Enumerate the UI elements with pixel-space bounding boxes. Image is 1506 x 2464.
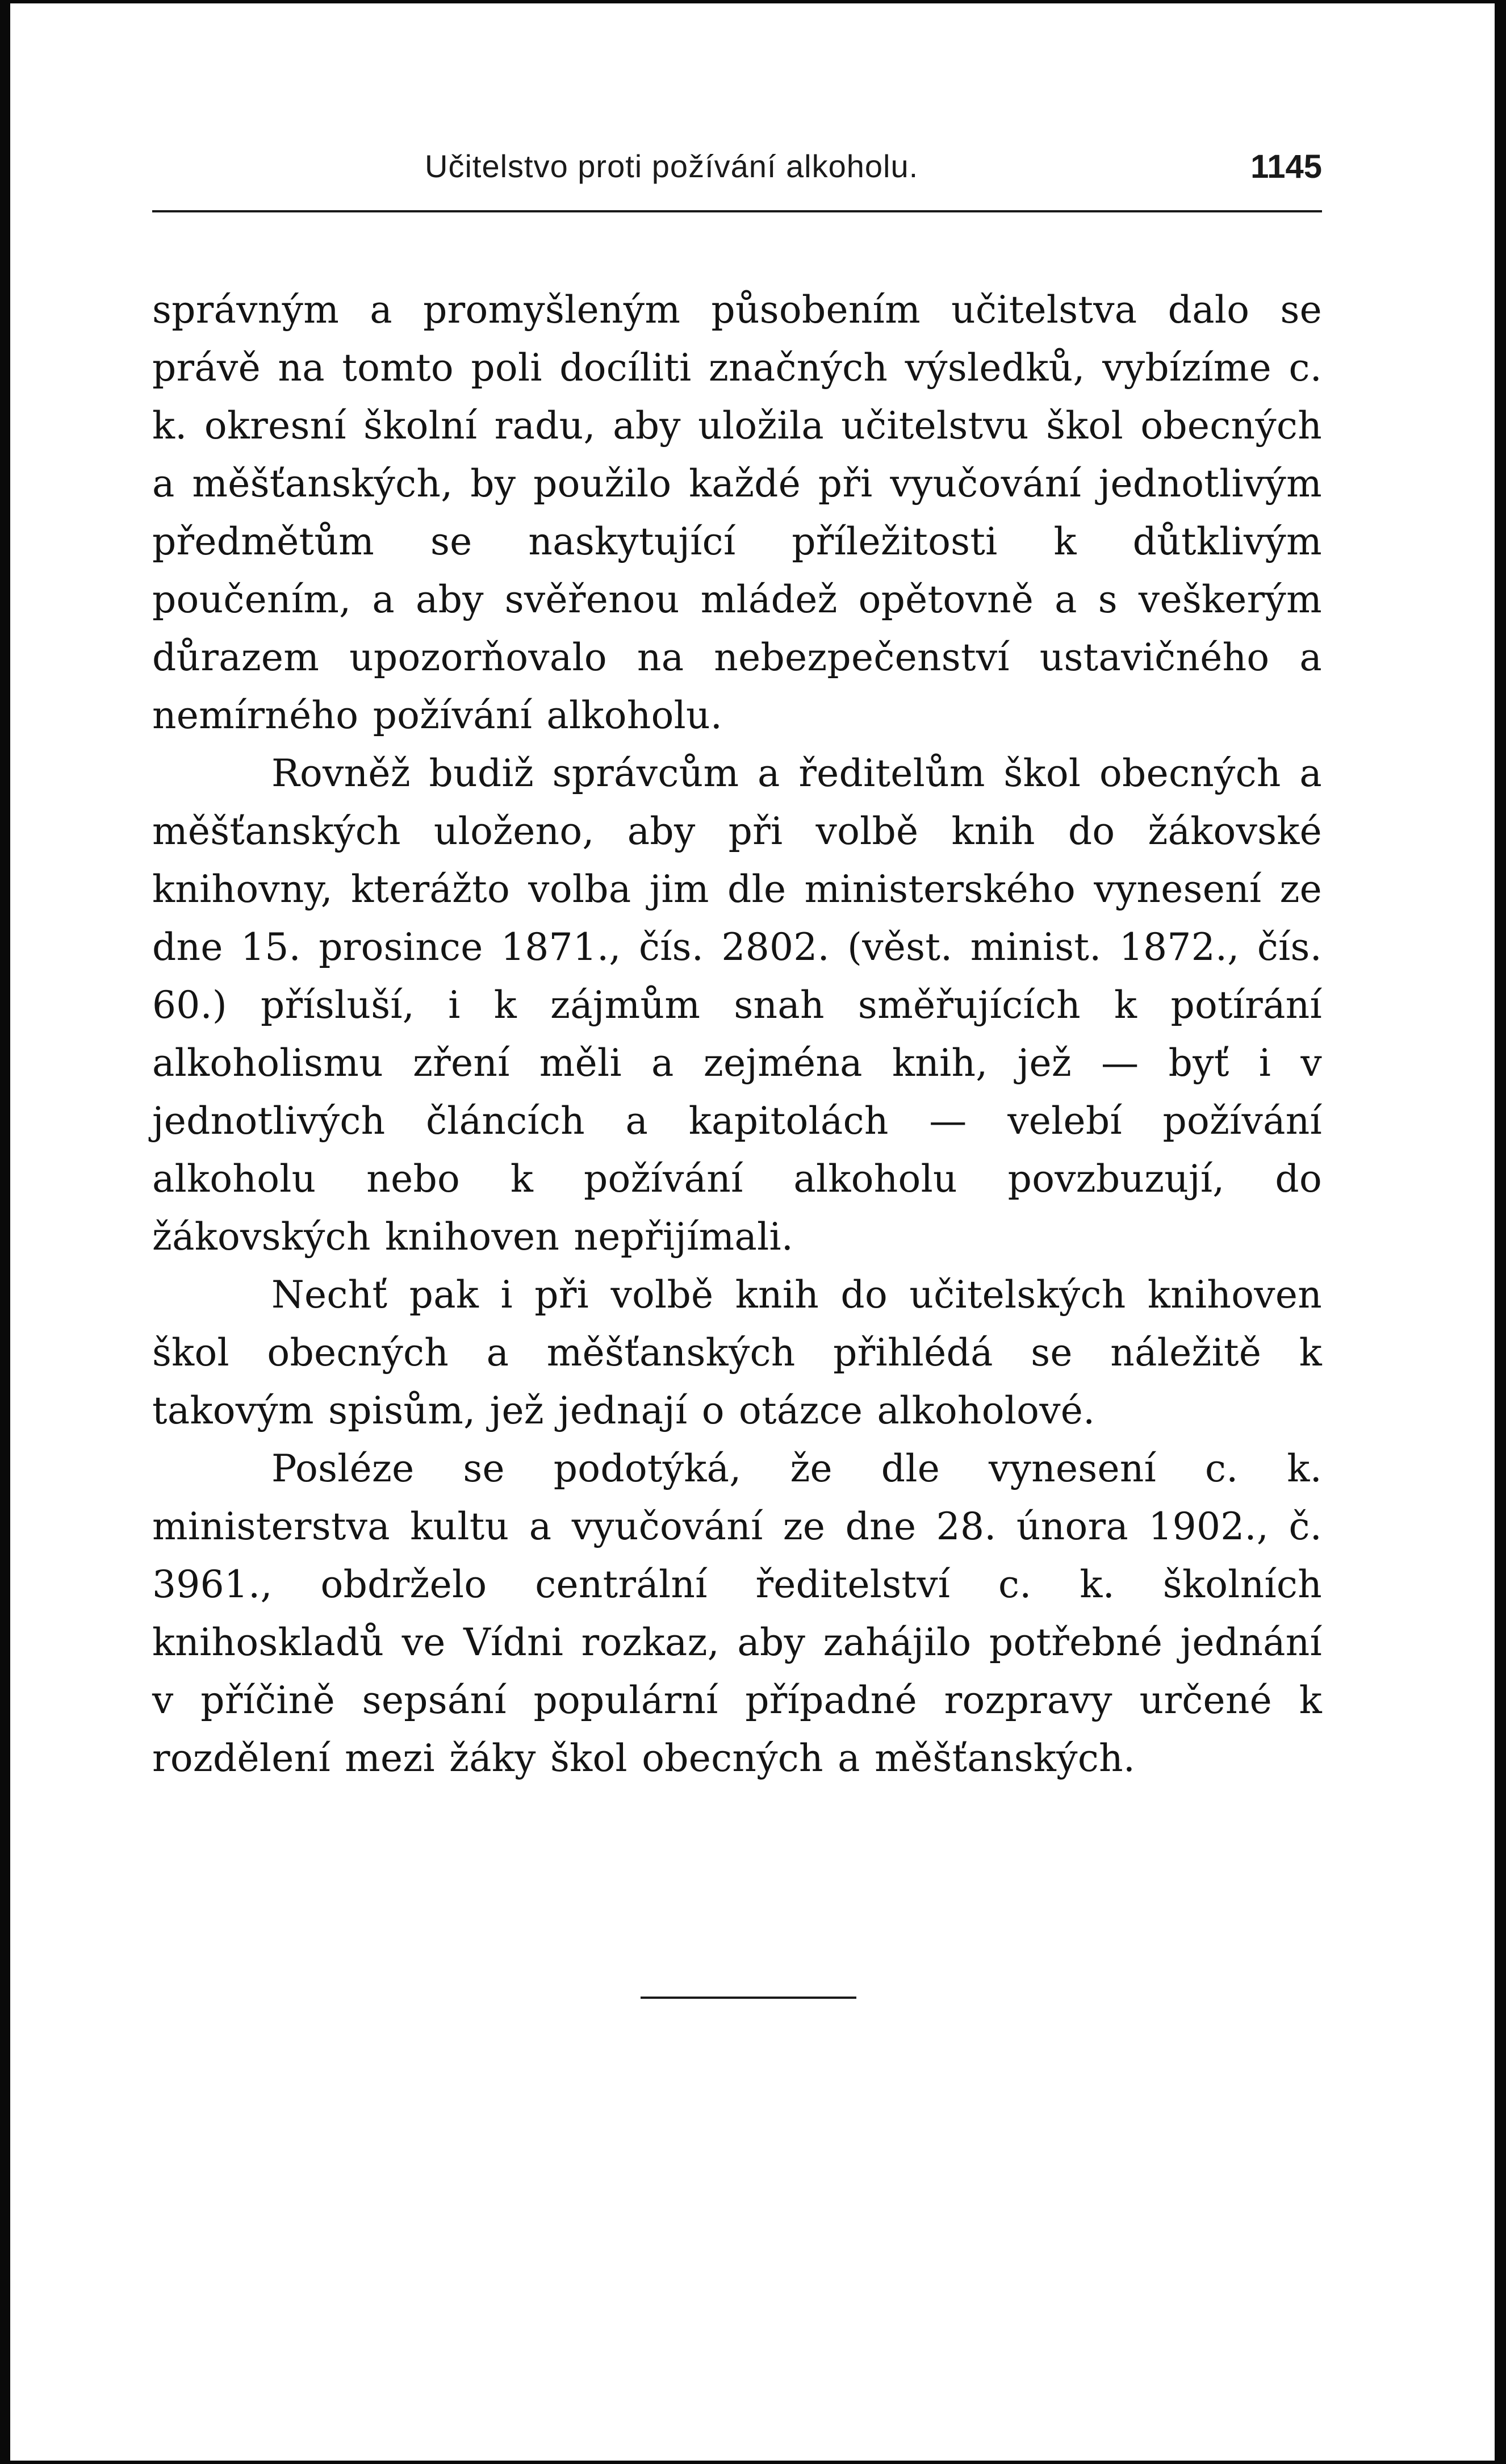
running-title: Učitelstvo proti požívání alkoholu. xyxy=(425,148,919,184)
body-text xyxy=(152,281,1322,1788)
paragraph-school-libraries: Rovněž budiž správcům a ředitelům škol obecných a měšťanských uloženo, aby při volbě knih do žákovské knihovny, kterážto volba jim dle ministerského vynesení ze dne 15. prosince 1871., čís. 2802. (věst. minist. 1872., čís. 60.) přísluší, i k zájmům snah směřujících k potírání alkoholismu zření měli a zejména knih, jež — byť i v jednotlivých článcích a kapitolách — velebí požívání alkoholu nebo k požívání alkoholu povzbuzují, do žákovských knihoven nepřijímali. xyxy=(152,751,1322,1259)
header-rule xyxy=(152,210,1322,212)
paragraph-teacher-libraries: Nechť pak i při volbě knih do učitelských knihoven škol obecných a měšťanských přihlédá se náležitě k takovým spisům, jež jednají o otázce alkoholové. xyxy=(152,1273,1322,1433)
paragraph-continued: správným a promyšleným působením učitelstva dalo se právě na tomto poli docíliti značných výsledků, vybízíme c. k. okresní školní radu, aby uložila učitelstvu škol obecných a měšťanských, by použilo každé při vyučování jednotlivým předmětům se naskytující příležitosti k důtklivým poučením, a aby svěřenou mládež opětovně a s veškerým důrazem upozorňovalo na nebezpečenství ustavičného a nemírného požívání alkoholu. xyxy=(152,288,1322,737)
paragraph-ministry-decree: Posléze se podotýká, že dle vynesení c. k. ministerstva kultu a vyučování ze dne 28. února 1902., č. 3961., obdrželo centrální ředitelství c. k. školních knihoskladů ve Vídni rozkaz, aby zahájilo potřebné jednání v příčině sepsání populární případné rozpravy určené k rozdělení mezi žáky škol obecných a měšťanských. xyxy=(152,1447,1322,1780)
book-page xyxy=(152,136,1322,2352)
page-number: 1145 xyxy=(1250,148,1322,185)
running-head xyxy=(152,136,1322,199)
section-end-rule xyxy=(641,1997,856,1999)
